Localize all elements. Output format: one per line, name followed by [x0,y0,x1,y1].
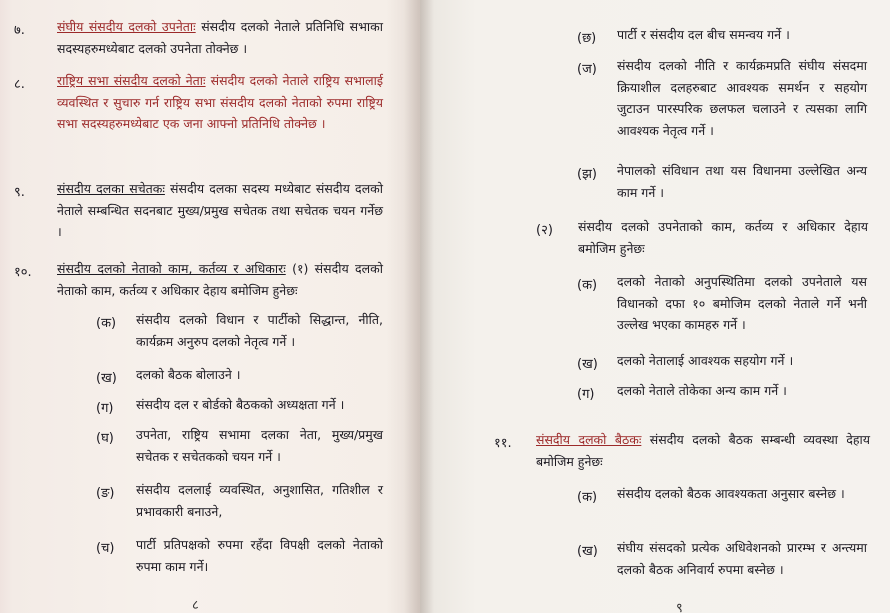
item-label: (ख) [96,371,117,386]
item-label: (ग) [577,387,595,402]
item-label: (ङ) [96,486,115,501]
section-body: संसदीय दलको बैठक सम्बन्धी व्यवस्था देहाय बमोजिम हुनेछः [536,432,870,469]
section-body: संसदीय दलको नेताले राष्ट्रिय सभालाई व्यवस्थित र सुचारु गर्न राष्ट्रिय सभा संसदीय दलको नेताको रुपमा राष्ट्रिय सभा सदस्यहरुमध्येबाट एक जना आफ्नो प्रतिनिधि तोक्नेछ । [57,73,383,131]
section-heading: संसदीय दलको नेताको काम, कर्तव्य र अधिकारः [57,261,286,276]
section-number: ७. [14,23,25,38]
item-text: पार्टी प्रतिपक्षको रुपमा रहँदा विपक्षी दलको नेताको रुपमा काम गर्ने। [136,537,383,574]
section-heading: संसदीय दलको बैठकः [536,432,642,447]
item-text: दलको नेताले तोकेका अन्य काम गर्ने । [617,383,787,398]
item-label: (क) [577,490,598,505]
item-label: (२) [536,223,553,238]
book-gutter [404,0,434,613]
page-number: ९ [676,601,683,613]
item-label: (च) [96,541,115,556]
item-text: संसदीय दलको नीति र कार्यक्रमप्रति संघीय संसदमा क्रियाशील दलहरुबाट आवश्यक समर्थन र सहयोग जुटाउन पारस्परिक छलफल चलाउने र त्यसका लागि आवश्यक नेतृत्व गर्ने । [617,58,867,138]
item-text: संसदीय दललाई व्यवस्थित, अनुशासित, गतिशील र प्रभावकारी बनाउने, [136,482,383,519]
item-text: संघीय संसदको प्रत्येक अधिवेशनको प्रारम्भ र अन्त्यमा दलको बैठक अनिवार्य रुपमा बस्नेछ । [617,540,867,577]
section-11 [536,429,870,472]
item-text: संसदीय दलको बैठक आवश्यकता अनुसार बस्नेछ । [617,486,845,501]
section-number: ८. [14,77,25,92]
item-label: (ज) [577,62,597,77]
section-heading: संसदीय दलका सचेतकः [57,181,165,196]
section-body: संसदीय दलका सदस्य मध्येबाट संसदीय दलको नेताले सम्बन्धित सदनबाट मुख्य/प्रमुख सचेतक तथा सचेतक चयन गर्नेछ । [57,181,384,239]
item-text: उपनेता, राष्ट्रिय सभामा दलका नेता, मुख्य/प्रमुख सचेतक र सचेतकको चयन गर्ने । [136,427,383,464]
item-label: (ग) [96,401,114,416]
item-label: (क) [577,278,598,293]
item-label: (ख) [577,544,598,559]
item-label: (घ) [96,431,114,446]
section-number: ९. [14,185,25,200]
right-page [420,0,890,613]
item-text: संसदीय दलको उपनेताको काम, कर्तव्य र अधिकार देहाय बमोजिम हुनेछः [578,219,868,256]
section-body: संसदीय दलको नेताले प्रतिनिधि सभाका सदस्यहरुमध्येबाट दलको उपनेता तोक्नेछ । [57,19,383,56]
item-label: (क) [96,316,117,331]
section-number: १०. [14,265,32,280]
left-page [0,0,420,613]
section-9 [57,178,383,243]
item-text: संसदीय दल र बोर्डको बैठकको अध्यक्षता गर्ने । [136,397,345,412]
item-label: (छ) [577,31,597,46]
item-text: नेपालको संविधान तथा यस विधानमा उल्लेखित अन्य काम गर्ने । [617,163,867,200]
section-number: ११. [494,436,512,451]
section-8 [57,70,383,135]
section-7 [57,16,383,59]
item-text: दलको नेताको अनुपस्थितिमा दलको उपनेताले यस विधानको दफा १० बमोजिम दलको नेताले गर्ने भनी उल्लेख भएका कामहरु गर्ने । [617,274,867,332]
section-heading: राष्ट्रिय सभा संसदीय दलको नेताः [57,73,206,88]
section-10 [57,258,383,301]
item-label: (ख) [577,357,598,372]
page-number: ८ [192,598,199,613]
section-body: (१) संसदीय दलको नेताको काम, कर्तव्य र अधिकार देहाय बमोजिम हुनेछः [57,261,383,298]
item-text: संसदीय दलको विधान र पार्टीको सिद्धान्त, नीति, कार्यक्रम अनुरुप दलको नेतृत्व गर्ने । [136,312,383,349]
section-heading: संघीय संसदीय दलको उपनेताः [57,19,196,34]
item-label: (झ) [577,167,597,182]
item-text: दलको नेतालाई आवश्यक सहयोग गर्ने । [617,353,794,368]
item-text: पार्टी र संसदीय दल बीच समन्वय गर्ने । [617,27,790,42]
item-text: दलको बैठक बोलाउने । [136,367,241,382]
